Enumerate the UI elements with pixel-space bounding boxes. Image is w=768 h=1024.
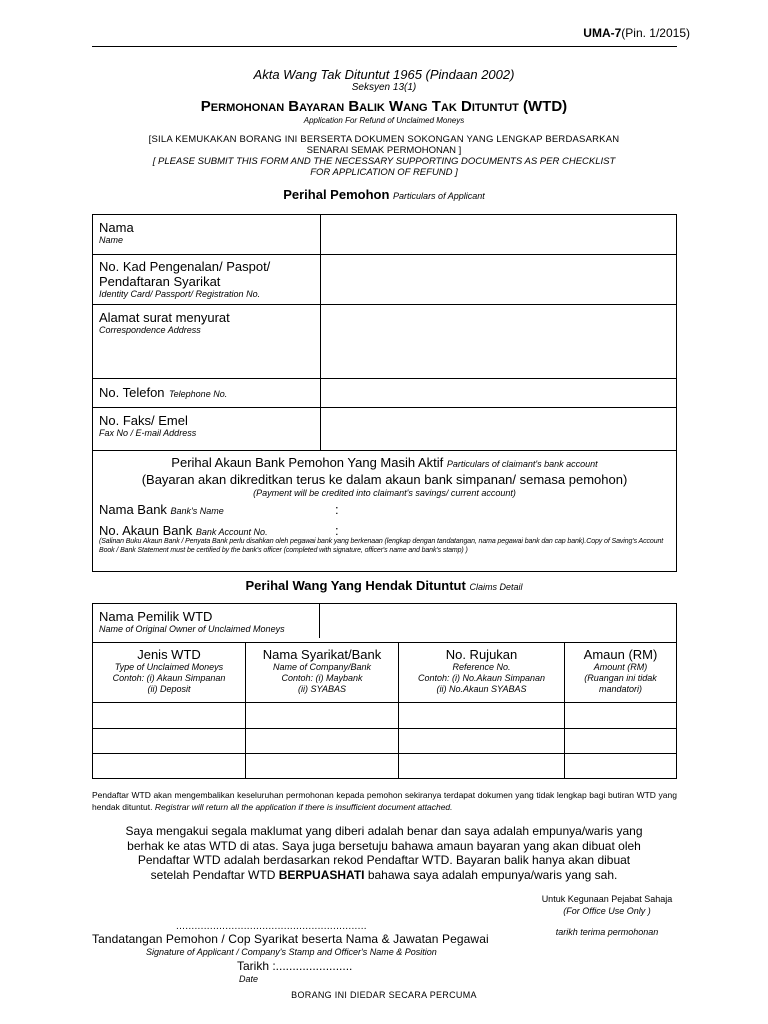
account-en: Bank Account No. [195, 527, 268, 537]
bank-name-en: Bank's Name [170, 506, 224, 516]
bank-name-colon: : [335, 502, 339, 517]
label-name-en: Name [99, 235, 124, 245]
claim-cell[interactable] [246, 729, 399, 754]
claim-cell[interactable] [246, 754, 399, 779]
signature-line[interactable]: .............................................................. [176, 921, 367, 932]
id-field[interactable] [321, 255, 677, 305]
account-label: No. Akaun Bank [99, 523, 193, 538]
col-reference-en: Reference No. [452, 662, 511, 672]
claim-cell[interactable] [93, 703, 246, 729]
fax-email-field[interactable] [321, 408, 677, 451]
footer-text: BORANG INI DIEDAR SECARA PERCUMA [291, 990, 477, 1000]
bank-heading-en: Particulars of claimant's bank account [446, 459, 598, 469]
declaration-line-1: Saya mengakui segala maklumat yang diberi adalah benar dan saya adalah empunya/waris yang [125, 824, 643, 838]
claims-table [92, 603, 677, 779]
label-address-ms: Alamat surat menyurat [99, 310, 230, 325]
claim-cell[interactable] [565, 754, 677, 779]
col-reference-ex1: Contoh: (i) No.Akaun Simpanan [417, 673, 546, 683]
claims-heading-en: Claims Detail [469, 582, 523, 592]
owner-label-cell [93, 604, 320, 638]
bank-name-row [99, 502, 670, 519]
claim-cell[interactable] [399, 703, 565, 729]
label-id-ms: No. Kad Pengenalan/ Paspot/ [99, 259, 271, 274]
label-address [93, 305, 321, 379]
form-code-label: UMA-7 [583, 26, 622, 40]
bank-note-en: (Payment will be credited into claimant's savings/ current account) [253, 488, 516, 498]
instruction-ms-1: [SILA KEMUKAKAN BORANG INI BERSERTA DOKUMEN SOKONGAN YANG LENGKAP BERDASARKAN [148, 134, 620, 145]
declaration-line-4 [0, 868, 768, 883]
bank-note: (Bayaran akan dikreditkan terus ke dalam akaun bank simpanan/ semasa pemohon) [141, 472, 628, 487]
date-field[interactable]: Tarikh :....................... [237, 959, 353, 973]
phone-field[interactable] [321, 379, 677, 408]
label-fax-ms: No. Faks/ Emel [99, 413, 188, 428]
section: Seksyen 13(1) [351, 82, 417, 93]
form-title-en: Application For Refund of Unclaimed Moneys [303, 116, 465, 125]
label-name-ms: Nama [99, 220, 134, 235]
col-type-ex1: Contoh: (i) Akaun Simpanan [112, 673, 226, 683]
label-phone [93, 379, 321, 408]
col-amount [565, 643, 677, 703]
form-title: Permohonan Bayaran Balik Wang Tak Dituntut (WTD) [200, 98, 568, 115]
account-row [99, 523, 670, 540]
col-company [246, 643, 399, 703]
claim-cell[interactable] [246, 703, 399, 729]
form-version: (Pin. 1/2015) [621, 26, 690, 40]
date-label-en: Date [239, 974, 259, 984]
col-company-ex1: Contoh: (i) Maybank [281, 673, 363, 683]
bank-section [93, 451, 677, 572]
owner-row [93, 604, 677, 643]
applicant-heading [0, 187, 768, 202]
office-use [527, 893, 687, 938]
claim-cell[interactable] [399, 729, 565, 754]
label-id-ms-2: Pendaftaran Syarikat [99, 274, 221, 289]
signature-label: Tandatangan Pemohon / Cop Syarikat beserta Nama & Jawatan Pegawai [92, 932, 489, 946]
notice-ms: Pendaftar WTD akan mengembalikan keseluruhan permohonan kepada pemohon sekiranya terdapat dokumen yang tidak lengkap bagi butiran WTD yang hendak dituntut. [92, 790, 677, 812]
claims-heading-ms: Perihal Wang Yang Hendak Dituntut [245, 578, 466, 593]
label-name [93, 215, 321, 255]
label-fax [93, 408, 321, 451]
claim-cell[interactable] [565, 729, 677, 754]
claim-cell[interactable] [565, 703, 677, 729]
col-company-ex2: (ii) SYABAS [297, 684, 346, 694]
instruction-ms-2: SENARAI SEMAK PERMOHONAN ] [306, 145, 462, 156]
form-code [583, 26, 690, 40]
owner-en: Name of Original Owner of Unclaimed Moneys [99, 624, 285, 634]
claim-cell[interactable] [399, 754, 565, 779]
owner-field[interactable] [320, 609, 670, 634]
instruction-en-1: [ PLEASE SUBMIT THIS FORM AND THE NECESSARY SUPPORTING DOCUMENTS AS PER CHECKLIST [152, 156, 616, 167]
label-phone-en: Telephone No. [168, 389, 228, 399]
label-fax-en: Fax No / E-mail Address [99, 428, 197, 438]
declaration-line-4a: setelah Pendaftar WTD [150, 867, 279, 882]
claim-cell[interactable] [93, 729, 246, 754]
col-type-title: Jenis WTD [137, 647, 201, 662]
applicant-heading-ms: Perihal Pemohon [283, 187, 390, 202]
notice [92, 789, 677, 813]
header-rule [92, 46, 677, 47]
col-type-en: Type of Unclaimed Moneys [114, 662, 224, 672]
col-company-en: Name of Company/Bank [272, 662, 372, 672]
declaration-line-3: Pendaftar WTD adalah berdasarkan rekod Pendaftar WTD. Bayaran balik hanya akan dibuat [137, 853, 631, 867]
applicant-table [92, 214, 677, 572]
claims-heading [0, 578, 768, 593]
col-reference [399, 643, 565, 703]
notice-en: Registrar will return all the application if there is insufficient document attached. [154, 802, 453, 812]
bank-heading-ms: Perihal Akaun Bank Pemohon Yang Masih Aktif [171, 455, 444, 470]
declaration-line-4c: bahawa saya adalah empunya/waris yang sah. [364, 867, 618, 882]
table-row [93, 703, 677, 729]
label-address-en: Correspondence Address [99, 325, 201, 335]
col-reference-title: No. Rujukan [445, 647, 518, 662]
label-phone-ms: No. Telefon [99, 385, 165, 400]
label-id [93, 255, 321, 305]
col-reference-ex2: (ii) No.Akaun SYABAS [436, 684, 527, 694]
office-use-en: (For Office Use Only ) [563, 906, 651, 916]
col-amount-ex2: mandatori) [598, 684, 643, 694]
received-date-label: tarikh terima permohonan [555, 927, 659, 937]
bank-footnote: (Salinan Buku Akaun Bank / Penyata Bank perlu disahkan oleh pegawai bank yang berkenaan (lengkap dengan tandatangan, nama pegawai bank dan cap bank).Copy of Saving's Account Book / Bank Statement must be certified by the bank's officer (completed with signature, officer's name and bank's stamp) ) [99, 538, 664, 554]
address-field[interactable] [321, 305, 677, 379]
act-title: Akta Wang Tak Dituntut 1965 (Pindaan 2002) [253, 67, 515, 82]
label-id-en: Identity Card/ Passport/ Registration No. [99, 289, 261, 299]
signature-label-en: Signature of Applicant / Company's Stamp and Officer's Name & Position [146, 947, 437, 957]
claim-cell[interactable] [93, 754, 246, 779]
instruction-en-2: FOR APPLICATION OF REFUND ] [310, 167, 458, 178]
declaration-line-2: berhak ke atas WTD di atas. Saya juga bersetuju bahawa amaun bayaran yang akan dibuat oleh [127, 838, 641, 853]
col-type-ex2: (ii) Deposit [147, 684, 191, 694]
table-row [93, 729, 677, 754]
table-row [93, 754, 677, 779]
declaration-emphasis: BERPUASHATI [278, 867, 365, 882]
bank-name-label: Nama Bank [99, 502, 167, 517]
name-field[interactable] [321, 215, 677, 255]
account-colon: : [335, 523, 339, 538]
col-amount-ex1: (Ruangan ini tidak [584, 673, 657, 683]
col-amount-en: Amount (RM) [593, 662, 648, 672]
applicant-heading-en: Particulars of Applicant [393, 191, 485, 201]
owner-label: Nama Pemilik WTD [99, 609, 213, 624]
declaration [0, 824, 768, 882]
col-company-title: Nama Syarikat/Bank [262, 647, 382, 662]
office-use-label: Untuk Kegunaan Pejabat Sahaja [541, 894, 673, 904]
bank-heading [99, 455, 670, 472]
col-type [93, 643, 246, 703]
col-amount-title: Amaun (RM) [583, 647, 658, 662]
